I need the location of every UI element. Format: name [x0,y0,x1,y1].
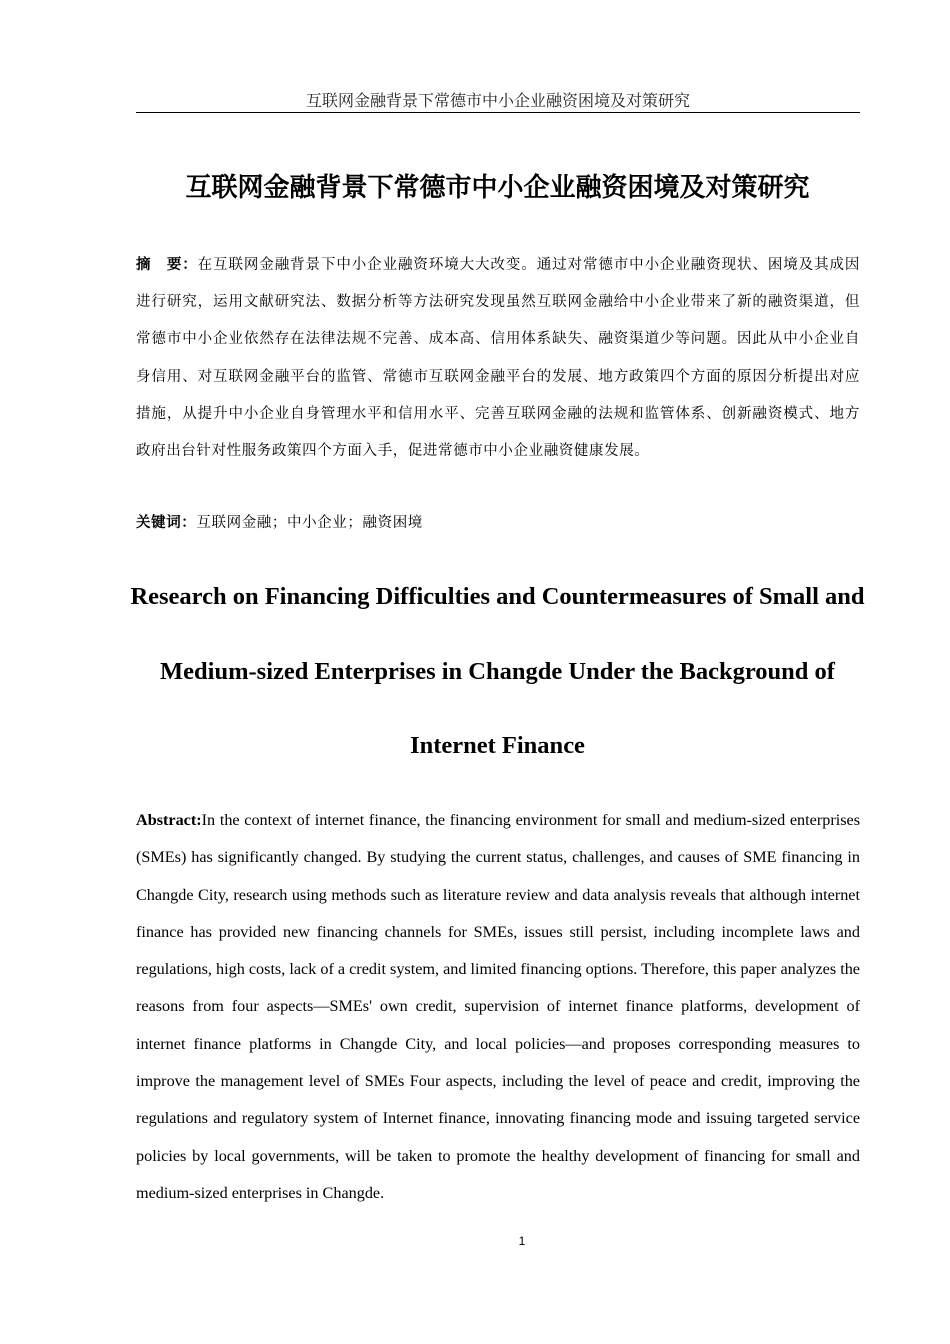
chinese-keywords-text: 互联网金融；中小企业；融资困境 [196,515,423,531]
english-abstract-label: Abstract: [136,811,202,829]
chinese-abstract [136,247,860,470]
english-abstract-text: In the context of internet finance, the financing environment for small and medium-sized enterprises (SMEs) has significantly changed. By studying the current status, challenges, and causes of SME financing in Changde City, research using methods such as literature review and data analysis reveals that although internet finance has provided new financing channels for SMEs, issues still persist, including incomplete laws and regulations, high costs, lack of a credit system, and limited financing options. Therefore, this paper analyzes the reasons from four aspects—SMEs' own credit, supervision of internet finance platforms, development of internet finance platforms in Changde City, and local policies—and proposes corresponding measures to improve the management level of SMEs Four aspects, including the level of peace and credit, improving the regulations and regulatory system of Internet finance, innovating financing mode and issuing targeted service policies by local governments, will be taken to promote the healthy development of financing for small and medium-sized enterprises in Changde. [136,811,860,1202]
chinese-abstract-label: 摘 要： [136,257,198,273]
english-abstract [136,802,860,1212]
running-header: 互联网金融背景下常德市中小企业融资困境及对策研究 [136,90,860,113]
chinese-abstract-text: 在互联网金融背景下中小企业融资环境大大改变。通过对常德市中小企业融资现状、困境及其成因进行研究，运用文献研究法、数据分析等方法研究发现虽然互联网金融给中小企业带来了新的融资渠道，但常德市中小企业依然存在法律法规不完善、成本高、信用体系缺失、融资渠道少等问题。因此从中小企业自身信用、对互联网金融平台的监管、常德市互联网金融平台的发展、地方政策四个方面的原因分析提出对应措施，从提升中小企业自身管理水平和信用水平、完善互联网金融的法规和监管体系、创新融资模式、地方政府出台针对性服务政策四个方面入手，促进常德市中小企业融资健康发展。 [136,257,861,460]
chinese-title: 互联网金融背景下常德市中小企业融资困境及对策研究 [185,173,810,203]
page-number: 1 [518,1234,526,1248]
chinese-keywords [136,508,860,538]
chinese-keywords-label: 关键词： [136,515,197,531]
english-title: Research on Financing Difficulties and Countermeasures of Small and Medium-sized Enterprises in Changde Under the Background of Internet Finance [130,583,865,759]
